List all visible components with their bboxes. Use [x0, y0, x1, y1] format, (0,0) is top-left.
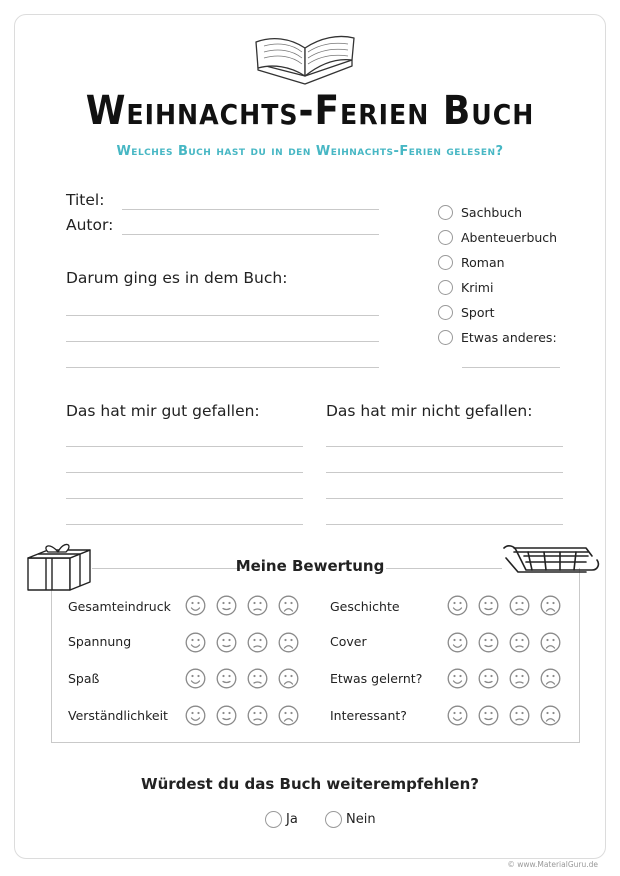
summary-line[interactable]	[66, 315, 379, 316]
genre-option-abenteuerbuch[interactable]	[438, 228, 557, 246]
happy-face-icon[interactable]	[478, 668, 499, 689]
sad-face-icon[interactable]	[247, 705, 268, 726]
page-title: Weihnachts-Ferien Buch	[85, 88, 535, 134]
genre-label: Abenteuerbuch	[461, 229, 558, 245]
sad-face-icon[interactable]	[509, 595, 530, 616]
rating-faces	[185, 632, 299, 653]
genre-label: Krimi	[461, 279, 494, 295]
radio-circle[interactable]	[438, 205, 453, 220]
genre-label: Sachbuch	[461, 204, 523, 220]
sled-icon	[502, 544, 602, 580]
rating-criterion: Geschichte	[330, 599, 400, 614]
very-sad-face-icon[interactable]	[278, 595, 299, 616]
liked-line[interactable]	[66, 524, 303, 525]
sad-face-icon[interactable]	[247, 595, 268, 616]
very-sad-face-icon[interactable]	[278, 668, 299, 689]
rating-criterion: Gesamteindruck	[68, 599, 171, 614]
genre-option-other[interactable]	[438, 328, 557, 346]
sad-face-icon[interactable]	[247, 632, 268, 653]
very-happy-face-icon[interactable]	[185, 595, 206, 616]
recommend-question: Würdest du das Buch weiterempfehlen?	[141, 775, 479, 793]
open-book-icon	[250, 30, 360, 88]
radio-circle[interactable]	[265, 811, 282, 828]
sad-face-icon[interactable]	[509, 705, 530, 726]
recommend-no-option[interactable]	[325, 811, 376, 828]
summary-line[interactable]	[66, 341, 379, 342]
very-sad-face-icon[interactable]	[540, 668, 561, 689]
happy-face-icon[interactable]	[478, 705, 499, 726]
liked-line[interactable]	[66, 446, 303, 447]
very-sad-face-icon[interactable]	[540, 632, 561, 653]
genre-option-sachbuch[interactable]	[438, 203, 522, 221]
recommend-yes-option[interactable]	[265, 811, 298, 828]
radio-circle[interactable]	[325, 811, 342, 828]
very-happy-face-icon[interactable]	[185, 705, 206, 726]
rating-title: Meine Bewertung	[235, 557, 385, 575]
very-happy-face-icon[interactable]	[447, 668, 468, 689]
radio-circle[interactable]	[438, 330, 453, 345]
very-happy-face-icon[interactable]	[447, 632, 468, 653]
genre-option-krimi[interactable]	[438, 278, 493, 296]
copyright: © www.MaterialGuru.de	[507, 860, 598, 869]
yes-label: Ja	[286, 812, 298, 827]
rating-faces	[447, 668, 561, 689]
rating-faces	[447, 632, 561, 653]
summary-line[interactable]	[66, 367, 379, 368]
no-label: Nein	[346, 812, 376, 827]
happy-face-icon[interactable]	[216, 705, 237, 726]
happy-face-icon[interactable]	[478, 595, 499, 616]
radio-circle[interactable]	[438, 305, 453, 320]
rating-criterion: Spannung	[68, 634, 132, 649]
rating-faces	[185, 668, 299, 689]
rating-criterion: Cover	[330, 634, 367, 649]
rating-faces	[447, 595, 561, 616]
rating-criterion: Spaß	[68, 671, 100, 686]
author-field[interactable]	[122, 234, 379, 235]
very-happy-face-icon[interactable]	[185, 632, 206, 653]
disliked-line[interactable]	[326, 472, 563, 473]
radio-circle[interactable]	[438, 230, 453, 245]
sad-face-icon[interactable]	[509, 632, 530, 653]
rating-faces	[447, 705, 561, 726]
happy-face-icon[interactable]	[478, 632, 499, 653]
disliked-line[interactable]	[326, 498, 563, 499]
genre-label: Etwas anderes:	[461, 329, 557, 345]
very-happy-face-icon[interactable]	[447, 595, 468, 616]
radio-circle[interactable]	[438, 255, 453, 270]
radio-circle[interactable]	[438, 280, 453, 295]
author-label: Autor:	[66, 216, 114, 234]
summary-label: Darum ging es in dem Buch:	[66, 269, 288, 287]
liked-line[interactable]	[66, 472, 303, 473]
title-label: Titel:	[66, 191, 105, 209]
rating-faces	[185, 595, 299, 616]
page-subtitle: Welches Buch hast du in den Weihnachts-Ferien gelesen?	[116, 144, 504, 159]
very-sad-face-icon[interactable]	[278, 705, 299, 726]
genre-option-sport[interactable]	[438, 303, 495, 321]
happy-face-icon[interactable]	[216, 632, 237, 653]
very-sad-face-icon[interactable]	[540, 595, 561, 616]
rating-criterion: Etwas gelernt?	[330, 671, 423, 686]
rating-criterion: Interessant?	[330, 708, 407, 723]
genre-label: Sport	[461, 304, 495, 320]
genre-label: Roman	[461, 254, 505, 270]
sad-face-icon[interactable]	[247, 668, 268, 689]
rating-faces	[185, 705, 299, 726]
liked-label: Das hat mir gut gefallen:	[66, 402, 260, 420]
very-sad-face-icon[interactable]	[540, 705, 561, 726]
gift-icon	[24, 540, 94, 592]
happy-face-icon[interactable]	[216, 595, 237, 616]
disliked-line[interactable]	[326, 524, 563, 525]
very-happy-face-icon[interactable]	[447, 705, 468, 726]
very-sad-face-icon[interactable]	[278, 632, 299, 653]
other-genre-field[interactable]	[462, 367, 560, 368]
happy-face-icon[interactable]	[216, 668, 237, 689]
genre-option-roman[interactable]	[438, 253, 505, 271]
title-field[interactable]	[122, 209, 379, 210]
liked-line[interactable]	[66, 498, 303, 499]
very-happy-face-icon[interactable]	[185, 668, 206, 689]
disliked-label: Das hat mir nicht gefallen:	[326, 402, 533, 420]
rating-criterion: Verständlichkeit	[68, 708, 168, 723]
disliked-line[interactable]	[326, 446, 563, 447]
sad-face-icon[interactable]	[509, 668, 530, 689]
